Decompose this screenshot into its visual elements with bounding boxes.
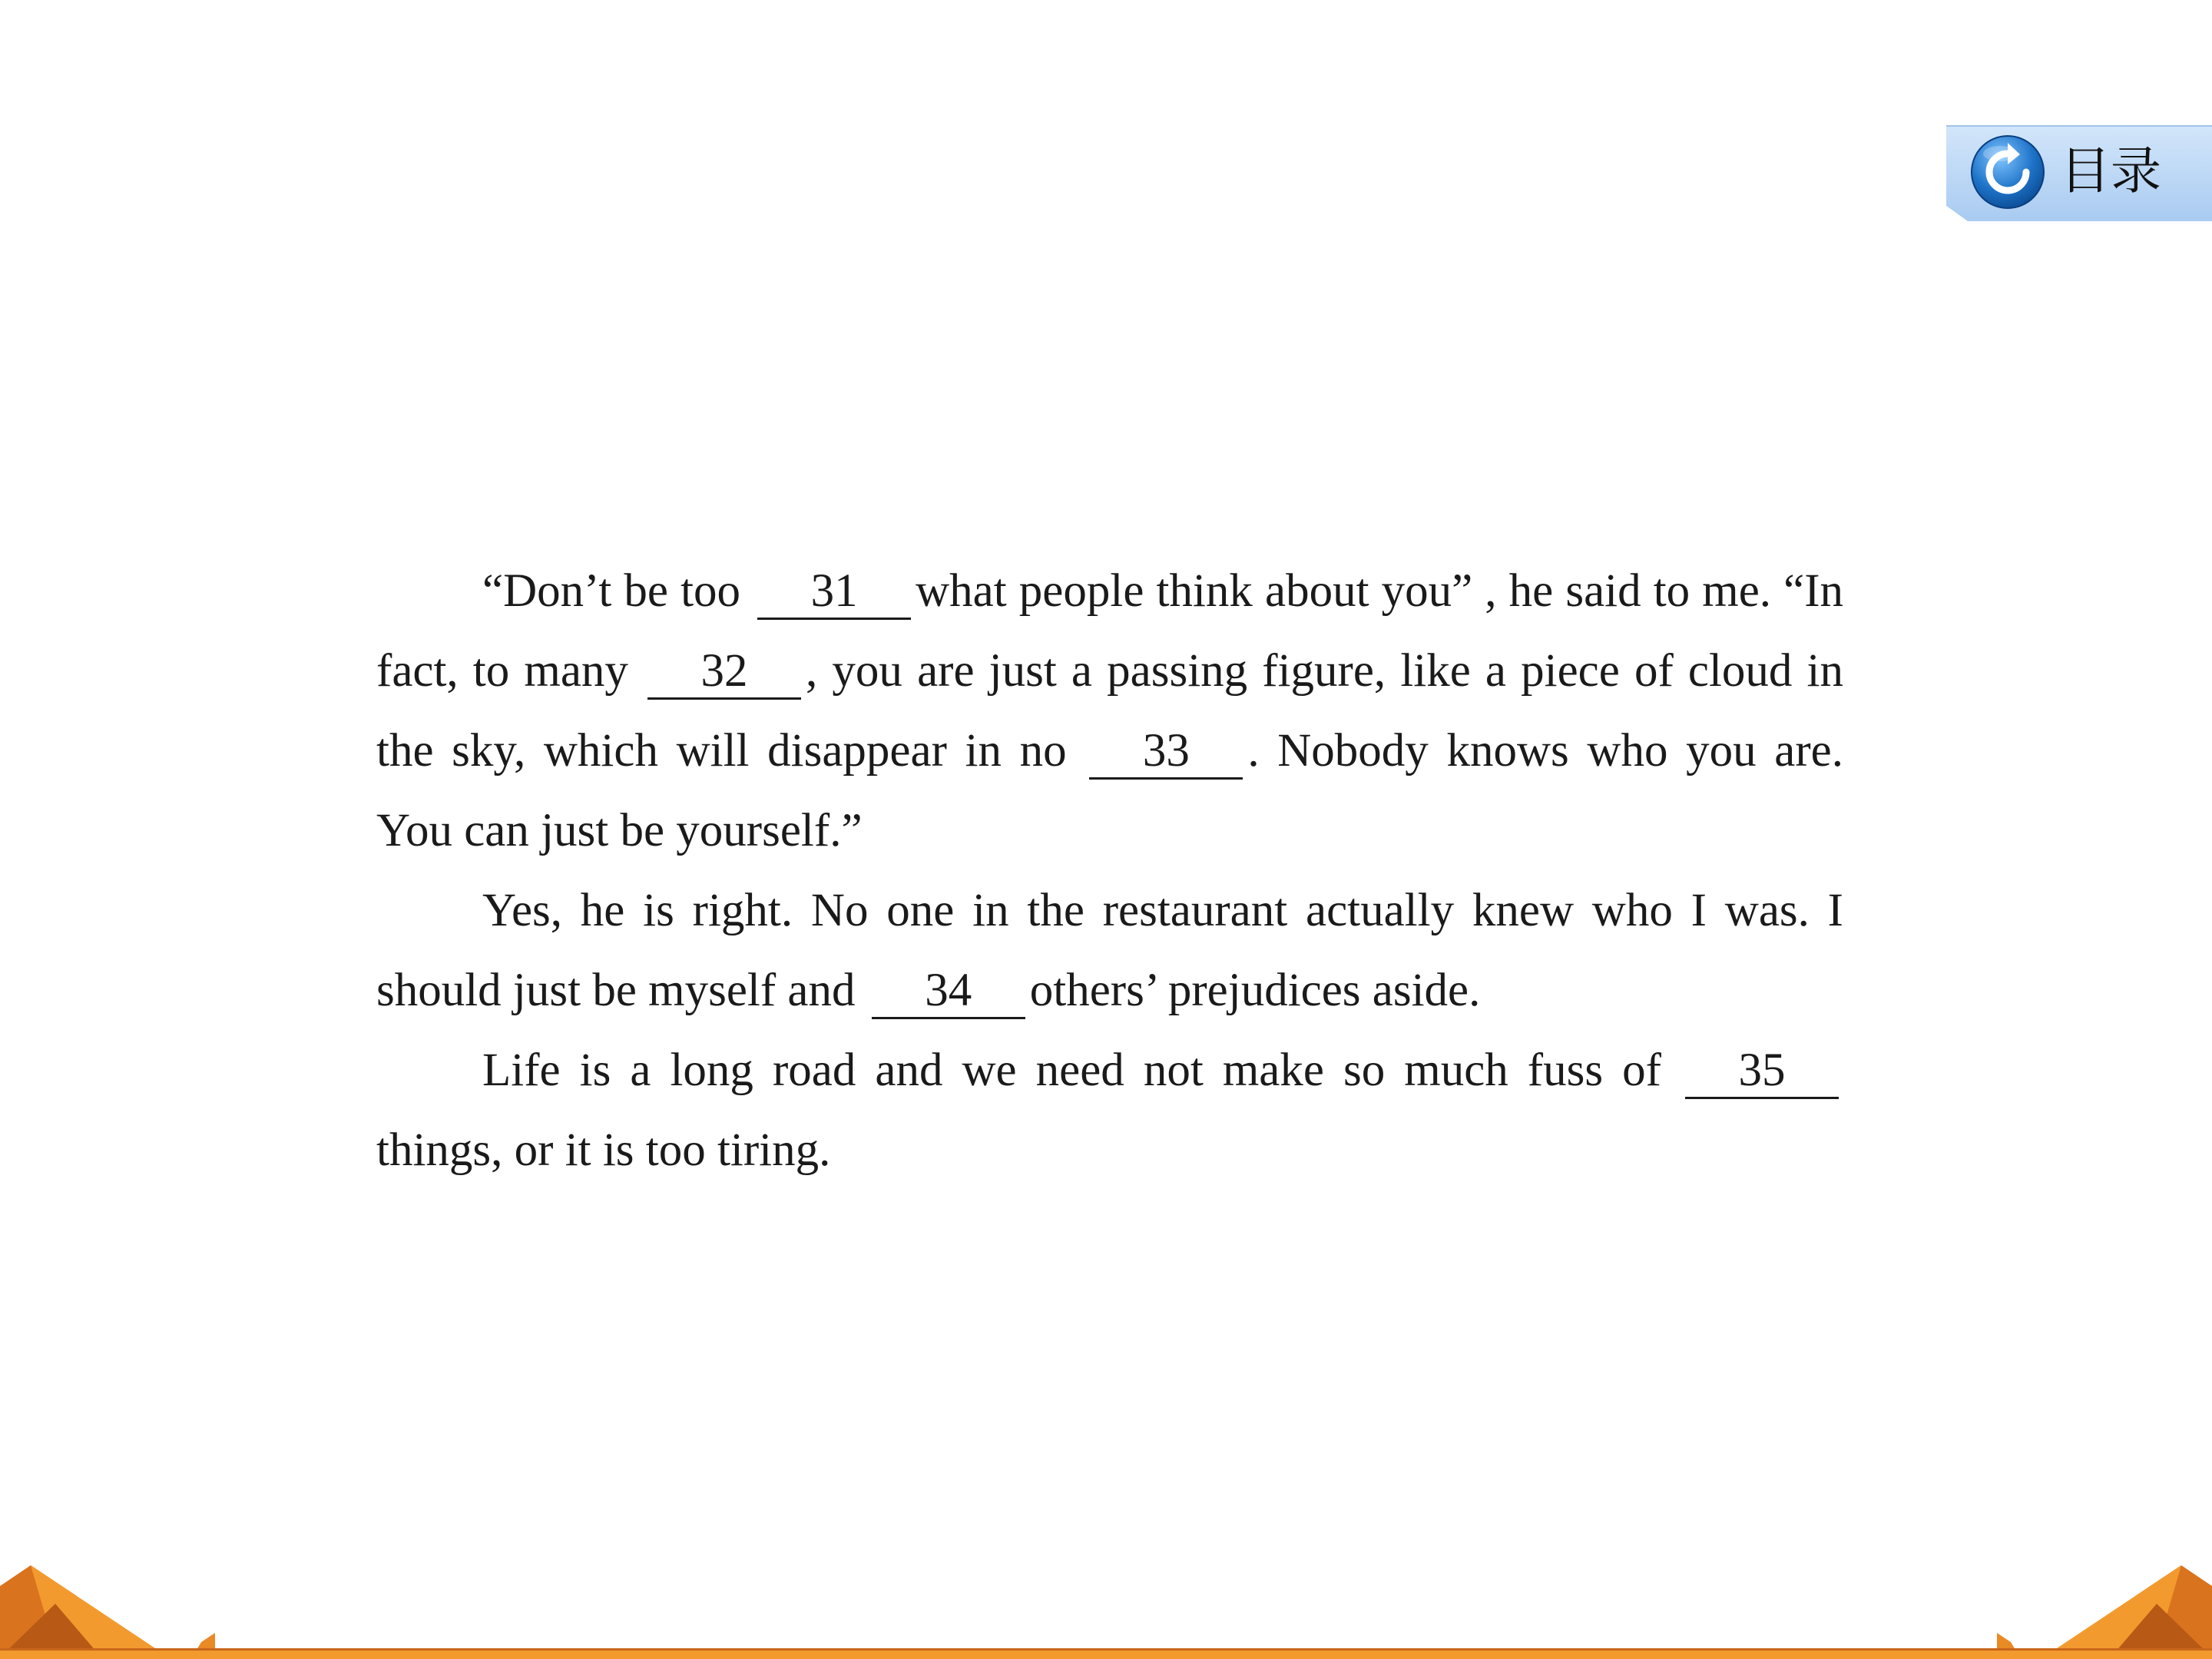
passage-text: “Don’t be too	[482, 565, 753, 617]
toc-label: 目录	[2060, 141, 2161, 200]
refresh-arrow-icon	[1969, 134, 2046, 210]
passage-paragraph	[376, 871, 1843, 1031]
answer-blank[interactable]: 33	[1089, 725, 1243, 780]
toc-button[interactable]	[1946, 125, 2212, 221]
passage-text: . Nobody knows who you are. You can just be yourself.”	[376, 725, 1843, 856]
passage-text: Life is a long road and we need not make so much fuss of	[482, 1045, 1681, 1096]
answer-blank[interactable]: 35	[1685, 1045, 1839, 1099]
answer-blank[interactable]: 32	[647, 645, 801, 700]
passage-text: Yes, he is right. No one in the restaurant actually knew who I was. I should just be myself and	[376, 885, 1843, 1016]
answer-blank[interactable]: 34	[872, 965, 1025, 1019]
passage-text: what people think about you” , he said to me. “In fact, to many	[376, 565, 1844, 697]
corner-decoration-left	[0, 1528, 230, 1659]
passage-paragraph	[376, 551, 1843, 871]
answer-blank[interactable]: 31	[757, 565, 911, 620]
passage-text: others’ prejudices aside.	[1029, 965, 1481, 1016]
passage-text: , you are just a passing figure, like a piece of cloud in the sky, which will disappear in no	[376, 645, 1843, 777]
passage-text: things, or it is too tiring.	[376, 1124, 831, 1176]
footer-bar	[0, 1648, 2212, 1659]
cloze-passage	[376, 551, 1843, 1190]
corner-decoration-right	[1982, 1528, 2212, 1659]
passage-paragraph	[376, 1031, 1843, 1190]
